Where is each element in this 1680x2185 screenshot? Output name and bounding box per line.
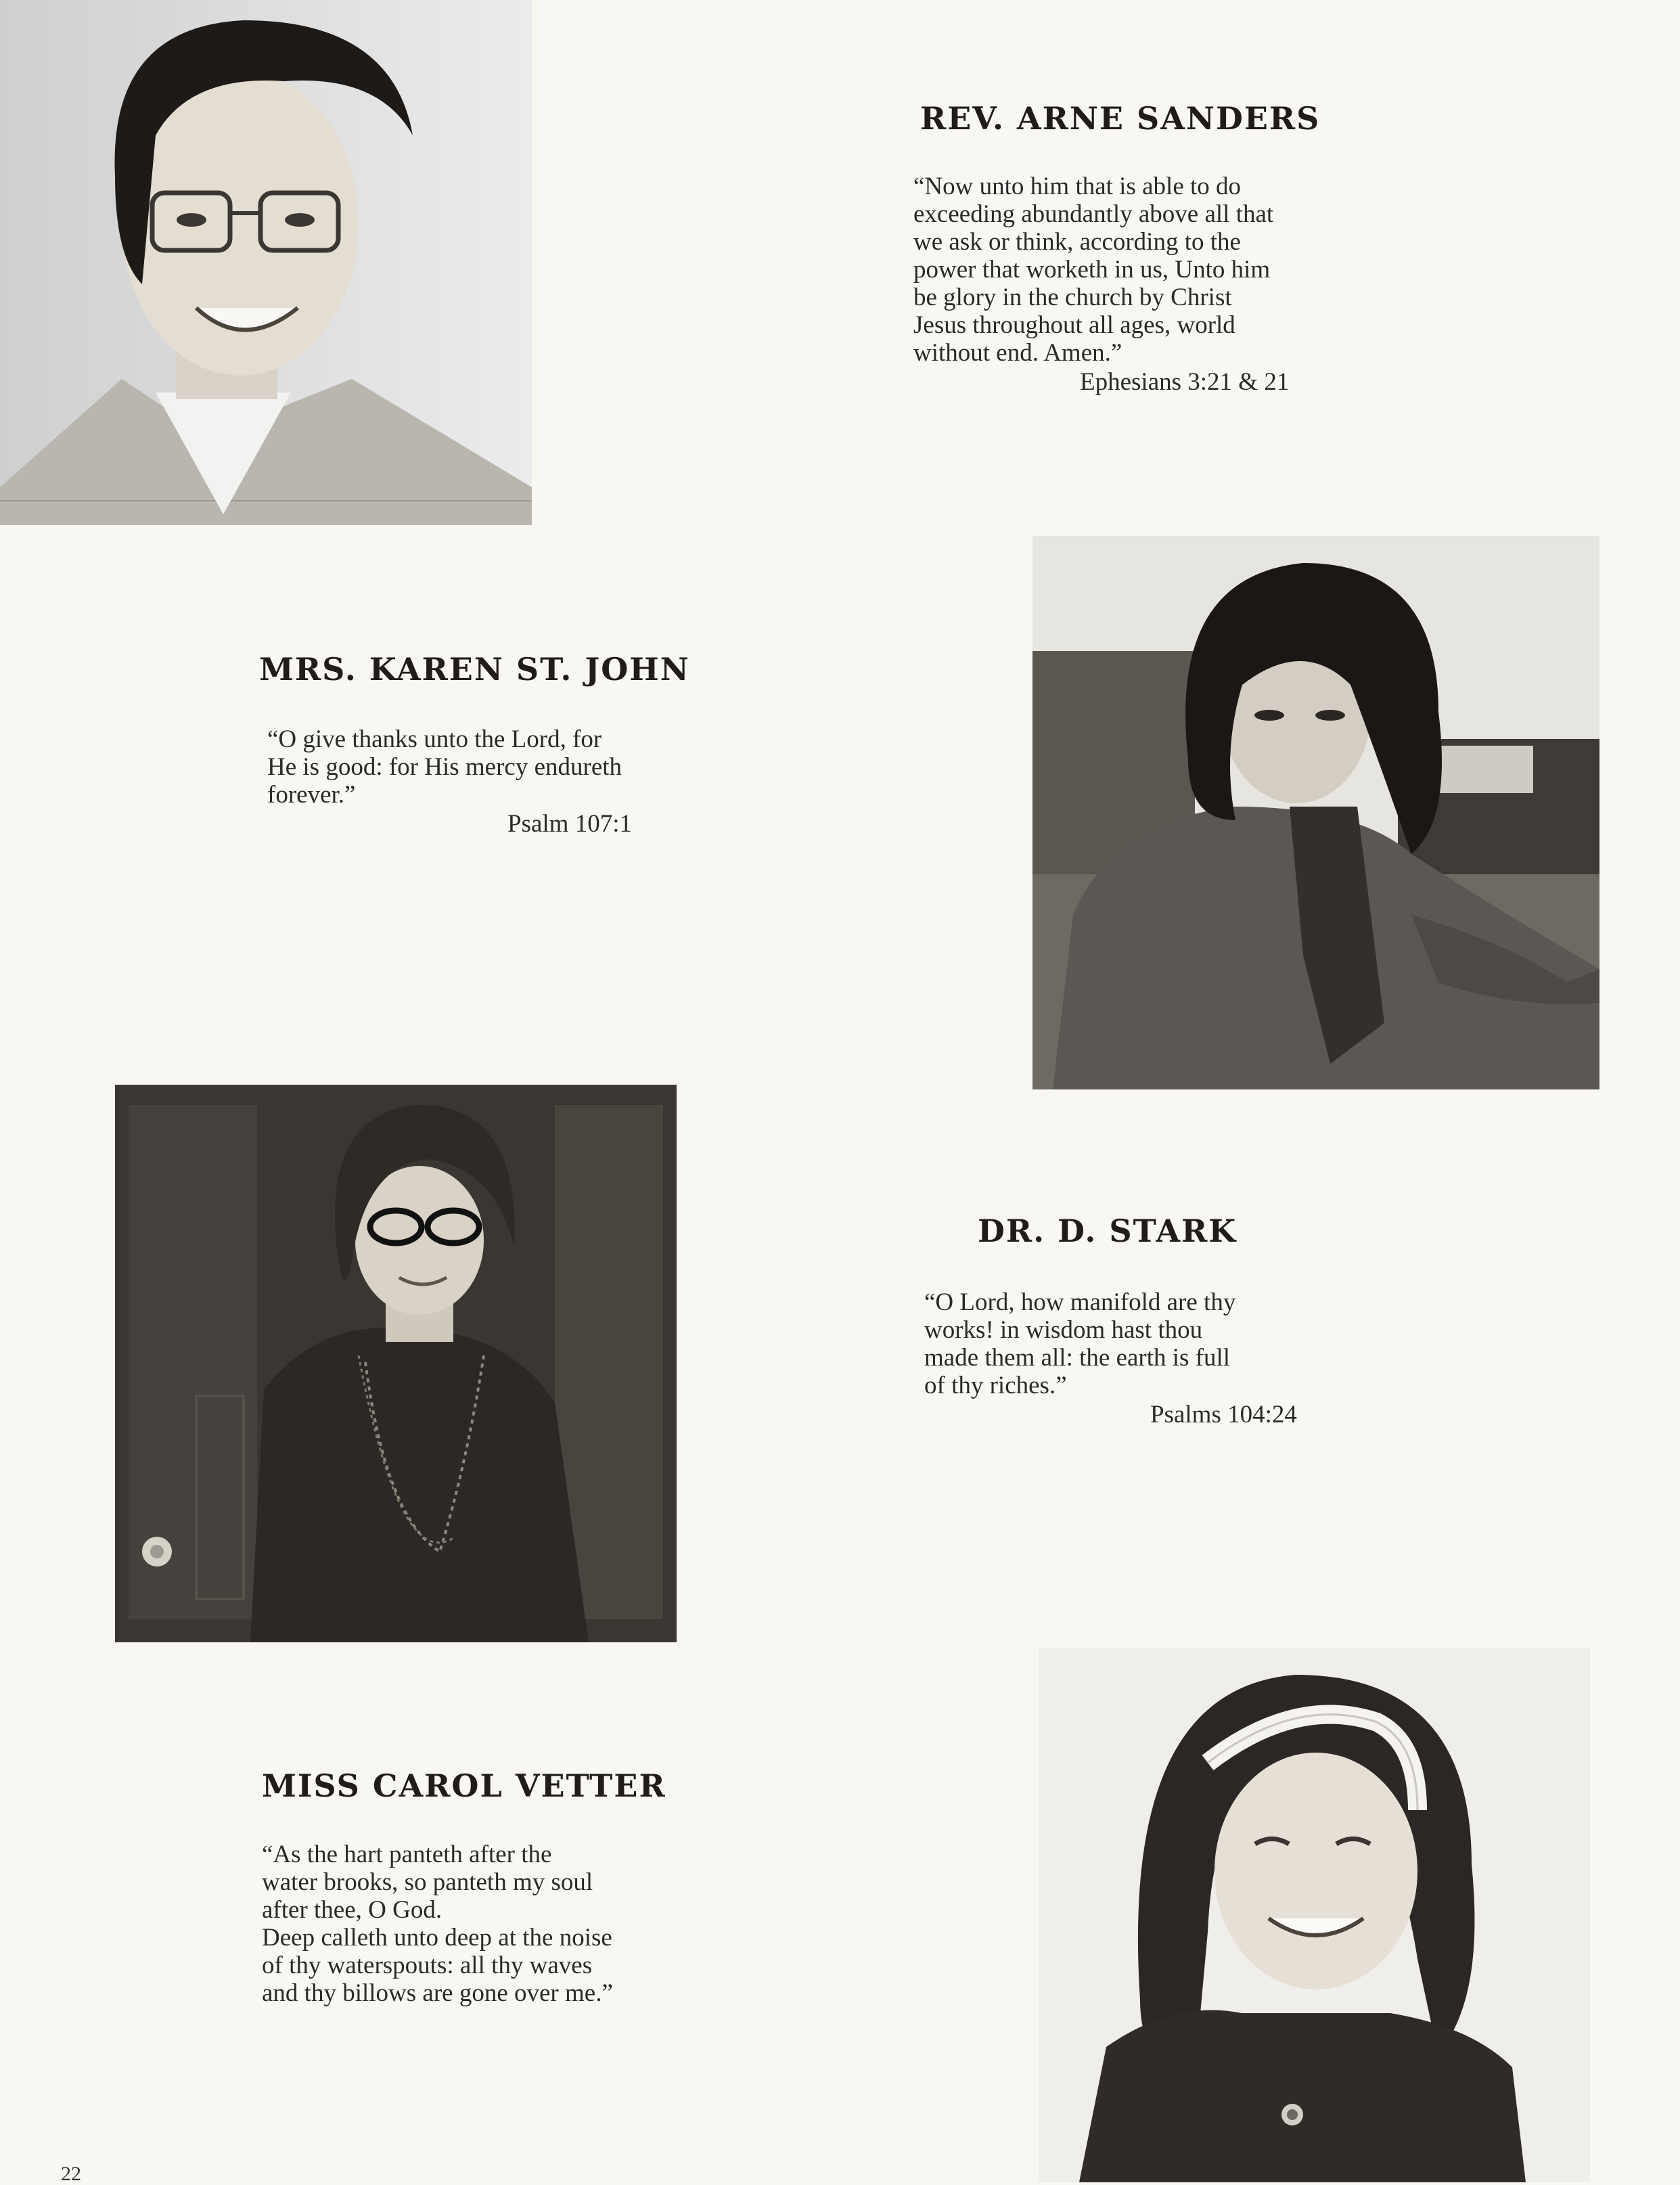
staff-name: MISS CAROL VETTER <box>262 1767 666 1804</box>
scripture-verse <box>262 1841 613 2007</box>
scripture-verse <box>913 173 1273 367</box>
verse-line: Jesus throughout all ages, world <box>913 311 1235 339</box>
portrait-photo-vetter <box>1039 1648 1590 2182</box>
verse-line: “As the hart panteth after the <box>262 1841 552 1868</box>
staff-name: REV. ARNE SANDERS <box>920 100 1321 137</box>
verse-line: exceeding abundantly above all that <box>913 200 1274 228</box>
verse-line: and thy billows are gone over me.” <box>262 1979 613 2007</box>
verse-line: without end. Amen.” <box>913 339 1122 367</box>
staff-name: MRS. KAREN ST. JOHN <box>259 651 690 688</box>
portrait-photo-st-john <box>1032 536 1599 1089</box>
scripture-verse <box>267 725 622 809</box>
verse-line: power that worketh in us, Unto him <box>913 256 1271 284</box>
staff-name: DR. D. STARK <box>978 1213 1238 1249</box>
verse-line: water brooks, so panteth my soul <box>262 1868 593 1896</box>
verse-line: be glory in the church by Christ <box>913 284 1232 311</box>
verse-line: we ask or think, according to the <box>913 228 1241 256</box>
verse-line: made them all: the earth is full <box>924 1344 1231 1372</box>
scripture-reference: Psalm 107:1 <box>507 810 632 838</box>
verse-line: “O give thanks unto the Lord, for <box>267 725 602 753</box>
verse-line: of thy waterspouts: all thy waves <box>262 1952 593 1979</box>
portrait-photo-stark <box>115 1085 677 1642</box>
verse-line: of thy riches.” <box>924 1372 1067 1399</box>
verse-line: “Now unto him that is able to do <box>913 173 1242 200</box>
verse-line: works! in wisdom hast thou <box>924 1316 1203 1344</box>
verse-line: Deep calleth unto deep at the noise <box>262 1924 612 1952</box>
page-number: 22 <box>61 2163 81 2185</box>
verse-line: after thee, O God. <box>262 1896 442 1924</box>
verse-line: forever.” <box>267 781 356 809</box>
portrait-photo-sanders <box>0 0 532 525</box>
scripture-verse <box>924 1288 1235 1399</box>
verse-line: “O Lord, how manifold are thy <box>924 1288 1236 1316</box>
scripture-reference: Ephesians 3:21 & 21 <box>1080 368 1290 396</box>
scripture-reference: Psalms 104:24 <box>1150 1401 1297 1428</box>
verse-line: He is good: for His mercy endureth <box>267 753 622 781</box>
